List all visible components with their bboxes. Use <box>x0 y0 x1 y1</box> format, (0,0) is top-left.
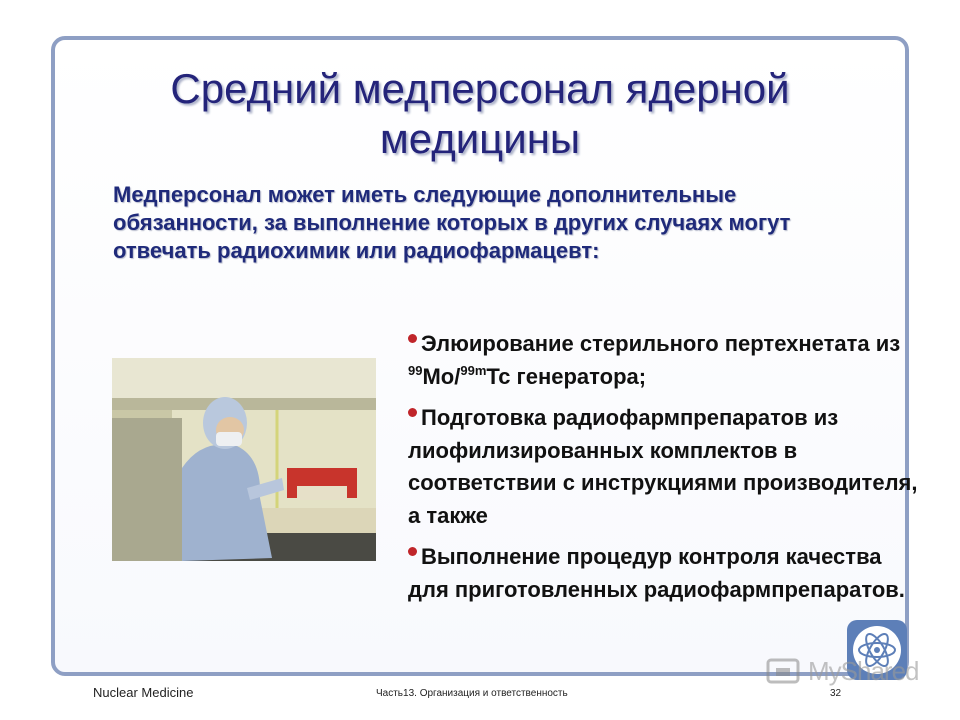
lab-photo <box>112 358 376 561</box>
footer-course: Nuclear Medicine <box>93 685 194 700</box>
bullet-quality-control: Выполнение процедур контроля качества для приготовленных радиофармпрепаратов. <box>408 544 905 602</box>
footer-section: Часть13. Организация и ответственность <box>376 688 568 699</box>
footer-page-number: 32 <box>830 688 842 699</box>
bullet-eluting: Элюирование стерильного пертехнетата из $^{99}$Mo/$^{99m}$Tc генератора; <box>408 331 901 389</box>
intro-text: Медперсонал может иметь следующие дополнительные обязанности, за выполнение которых в других случаях могут отвечать радиохимик или радиофармацевт: <box>113 182 791 263</box>
bullet-preparation: Подготовка радиофармпрепаратов из лиофилизированных комплектов в соответствии с инструкциями производителя, а также <box>408 405 918 528</box>
bullet-dot-icon <box>408 334 417 343</box>
slide-title: Средний медперсонал ядерной медицины <box>170 65 790 162</box>
bullet-list <box>408 328 928 615</box>
watermark-text: MyShared <box>808 656 919 686</box>
bullet-dot-icon <box>408 547 417 556</box>
bullet-dot-icon <box>408 408 417 417</box>
